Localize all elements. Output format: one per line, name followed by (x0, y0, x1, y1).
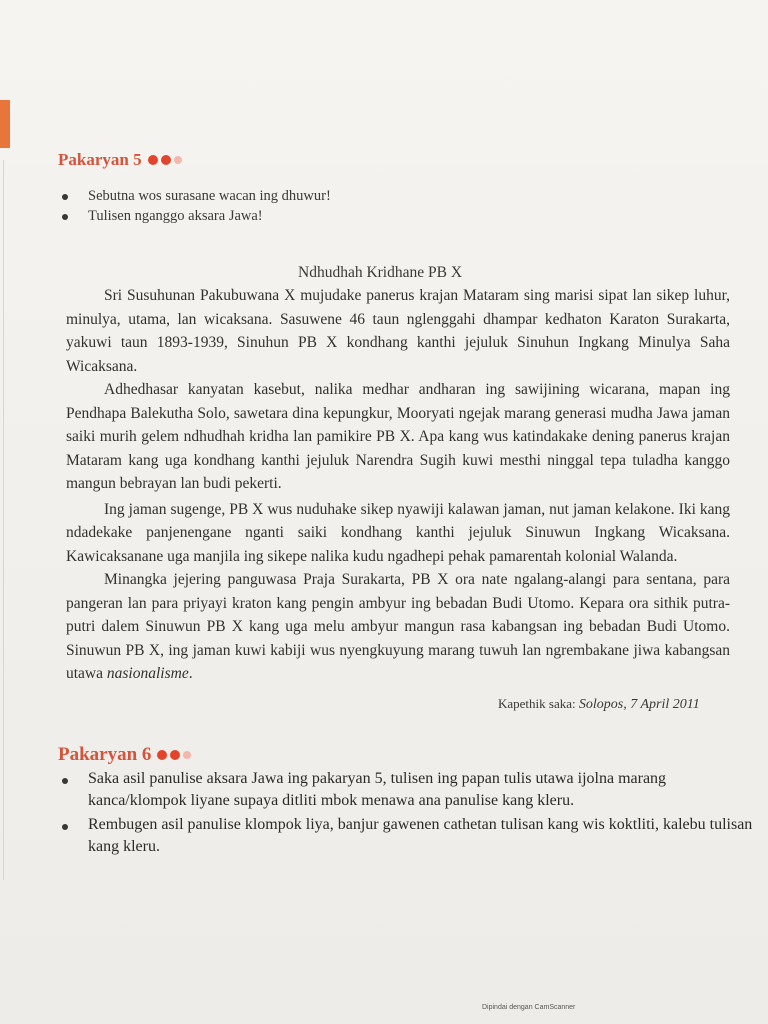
section-5-title: Pakaryan 5 (58, 150, 142, 169)
list-item: Saka asil panulise aksara Jawa ing pakaryan 5, tulisen ing papan tulis utawa ijolna marang kanca/klompok liyane supaya ditliti mbok menawa ana panulise kang kleru. (58, 768, 758, 812)
article-body (66, 284, 730, 686)
scanner-watermark: Dipindai dengan CamScanner (482, 1004, 576, 1011)
bullet-icon (62, 824, 68, 830)
article-paragraph: Adhedhasar kanyatan kasebut, nalika medhar andharan ing sawijining wicarana, mapan ing Pendhapa Balekutha Solo, sawetara dina kepungkur, Mooryati ngejak marang generasi mudha Jawa jaman saiki murih gelem ndhudhah kridha lan pamikire PB X. Apa kang wus katindakake dening panerus krajan Mataram kang uga kondhang kanthi jejuluk Narendra Sugih kuwi mesthi ninggal tepa tuladha kanggo mangun bebrayan lan budi pekerti. (66, 381, 730, 492)
section-5-bullets (58, 186, 698, 226)
source-label: Kapethik saka: (498, 696, 576, 711)
heading-dots-icon (157, 750, 191, 760)
page-margin-line (3, 160, 4, 880)
list-item: Sebutna wos surasane wacan ing dhuwur! (58, 186, 698, 206)
bullet-icon (62, 214, 68, 220)
bullet-icon (62, 778, 68, 784)
article-paragraph: Sri Susuhunan Pakubuwana X mujudake panerus krajan Mataram sing marisi sipat lan sikep luhur, minulya, utama, lan wicaksana. Sasuwene 46 taun nglenggahi dhampar kedhaton Karaton Surakarta, yakuwi taun 1893-1939, Sinuhun PB X kondhang kanthi jejuluk Sinuhun Ingkang Minulya Saha Wicaksana. (66, 287, 730, 375)
list-item: Tulisen nganggo aksara Jawa! (58, 206, 698, 226)
heading-dots-icon (148, 155, 182, 165)
emphasis-word: nasionalisme (106, 665, 189, 682)
section-6-heading (58, 744, 191, 766)
page-edge-tab (0, 100, 10, 148)
bullet-icon (62, 194, 68, 200)
article-title: Ndhudhah Kridhane PB X (298, 264, 463, 281)
section-5-heading (58, 150, 182, 170)
source-name: Solopos, 7 April 2011 (578, 697, 700, 712)
article-paragraph: Ing jaman sugenge, PB X wus nuduhake sikep nyawiji kalawan jaman, nut jaman kelakone. Iki kang ndadekake panjenengane nganti saiki kondhang kanthi jejuluk Sinuwun Ingkang Wicaksana. Kawicaksanane uga manjila ing sikepe nalika kudu ngadhepi pehak pamarentah kolonial Walanda. (66, 500, 730, 565)
section-6-title: Pakaryan 6 (58, 744, 152, 765)
section-6-bullets (58, 768, 758, 860)
article-paragraph: Minangka jejering panguwasa Praja Surakarta, PB X ora nate ngalang-alangi para sentana, para pangeran lan para priyayi kraton kang pengin ambyur ing bebadan Budi Utomo. Kepara ora sithik putra-putri dalem Sinuwun PB X kang uga melu ambyur mangun rasa kabangsan ing bebadan Budi Utomo. Sinuwun PB X, ing jaman kuwi kabiji wus nyengkuyung marang tuwuh lan ngrembakane jiwa kabangsan utawa nasionalisme. (66, 571, 730, 682)
list-item: Rembugen asil panulise klompok liya, banjur gawenen cathetan tulisan kang wis koktliti, kalebu tulisan kang kleru. (58, 814, 758, 858)
article-source (498, 696, 700, 713)
